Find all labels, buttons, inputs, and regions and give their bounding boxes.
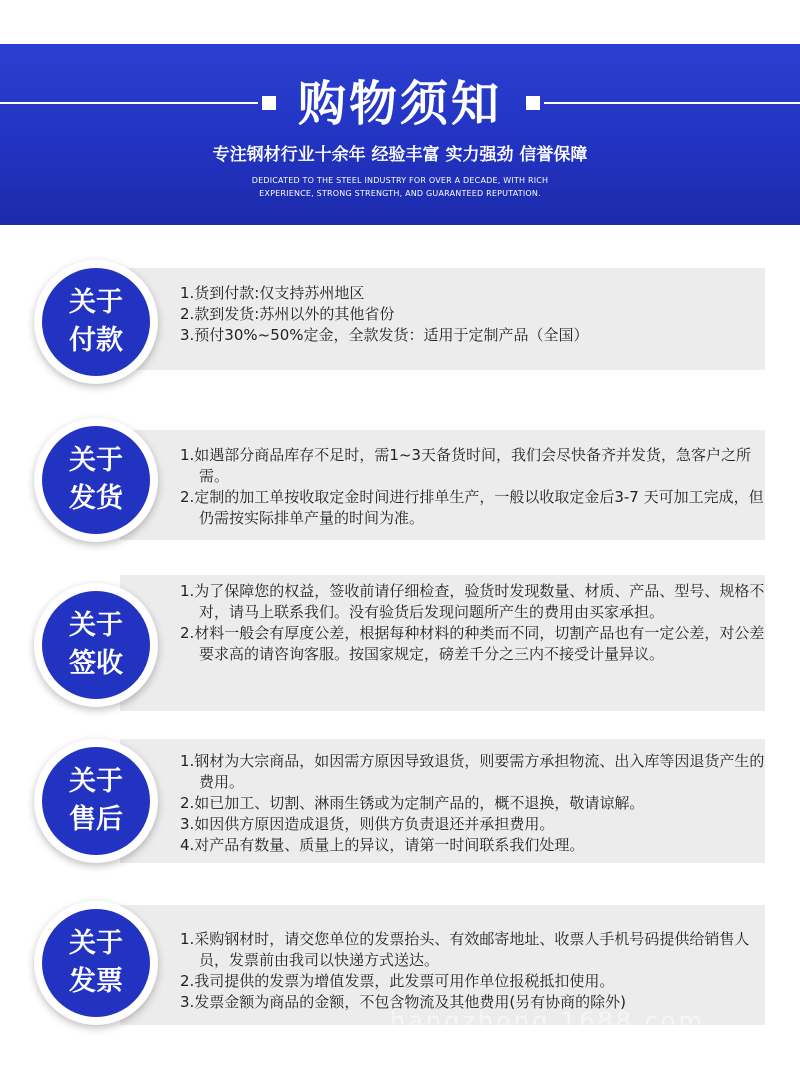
list-item: 1.钢材为大宗商品，如因需方原因导致退货，则要需方承担物流、出入库等因退货产生的费用。	[180, 752, 765, 791]
title-divider-right	[544, 102, 800, 104]
section-items	[180, 751, 765, 856]
section-label-line1: 关于	[69, 928, 123, 959]
list-item: 2.如已加工、切割、淋雨生锈或为定制产品的，概不退换，敬请谅解。	[180, 794, 645, 812]
section-label-line1: 关于	[69, 445, 123, 476]
section-receipt	[0, 575, 800, 725]
section-badge	[34, 418, 158, 542]
section-badge	[34, 583, 158, 707]
list-item: 3.发票金额为商品的金额，不包含物流及其他费用(另有协商的除外)	[180, 993, 627, 1011]
section-items	[180, 445, 765, 529]
square-bullet-icon	[526, 96, 540, 110]
section-label-line2: 发票	[69, 966, 123, 997]
subtitle-english-line-2: EXPERIENCE, STRONG STRENGTH, AND GUARANTEED REPUTATION.	[259, 189, 541, 198]
section-label-line1: 关于	[69, 610, 123, 641]
list-item: 2.定制的加工单按收取定金时间进行排单生产，一般以收取定金后3-7 天可加工完成，但仍需按实际排单产量的时间为准。	[180, 488, 764, 527]
section-badge-inner	[42, 268, 150, 376]
section-badge	[34, 901, 158, 1025]
subtitle-english-line-1: DEDICATED TO THE STEEL INDUSTRY FOR OVER A DECADE, WITH RICH	[251, 176, 549, 185]
list-item: 3.如因供方原因造成退货，则供方负责退还并承担费用。	[180, 815, 555, 833]
watermark: hangzhong.1688.com	[390, 1007, 705, 1035]
section-badge-inner	[42, 426, 150, 534]
section-items	[180, 929, 765, 1013]
section-label-line1: 关于	[69, 766, 123, 797]
list-item: 2.我司提供的发票为增值发票，此发票可用作单位报税抵扣使用。	[180, 972, 615, 990]
section-badge	[34, 739, 158, 863]
page-subtitle: 专注钢材行业十余年 经验丰富 实力强劲 信誉保障	[212, 145, 588, 165]
section-label-line2: 售后	[69, 804, 123, 835]
section-badge	[34, 260, 158, 384]
section-items	[180, 581, 765, 665]
header-banner	[0, 44, 800, 225]
list-item: 4.对产品有数量、质量上的异议，请第一时间联系我们处理。	[180, 836, 585, 854]
page-title: 购物须知	[297, 76, 502, 132]
page-subtitle-english	[0, 174, 800, 200]
list-item: 1.为了保障您的权益，签收前请仔细检查，验货时发现数量、材质、产品、型号、规格不对，请马上联系我们。没有验货后发现问题所产生的费用由买家承担。	[180, 582, 765, 621]
list-item: 3.预付30%~50%定金，全款发货：适用于定制产品（全国）	[180, 326, 589, 344]
section-label-line1: 关于	[69, 287, 123, 318]
section-badge-inner	[42, 747, 150, 855]
section-payment	[0, 258, 800, 390]
section-label-line2: 付款	[69, 325, 123, 356]
list-item: 1.如遇部分商品库存不足时，需1~3天备货时间，我们会尽快备齐并发货，急客户之所需。	[180, 446, 751, 485]
list-item: 1.采购钢材时，请交您单位的发票抬头、有效邮寄地址、收票人手机号码提供给销售人员，发票前由我司以快递方式送达。	[180, 930, 750, 969]
list-item: 2.款到发货:苏州以外的其他省份	[180, 305, 395, 323]
list-item: 2.材料一般会有厚度公差，根据每种材料的种类而不同，切割产品也有一定公差，对公差要求高的请咨询客服。按国家规定，磅差千分之三内不接受计量异议。	[180, 624, 765, 663]
section-items	[180, 283, 765, 346]
section-badge-inner	[42, 909, 150, 1017]
section-label-line2: 签收	[69, 648, 123, 679]
section-label-line2: 发货	[69, 483, 123, 514]
section-badge-inner	[42, 591, 150, 699]
section-after-sales	[0, 735, 800, 875]
list-item: 1.货到付款:仅支持苏州地区	[180, 284, 365, 302]
section-shipping	[0, 416, 800, 556]
